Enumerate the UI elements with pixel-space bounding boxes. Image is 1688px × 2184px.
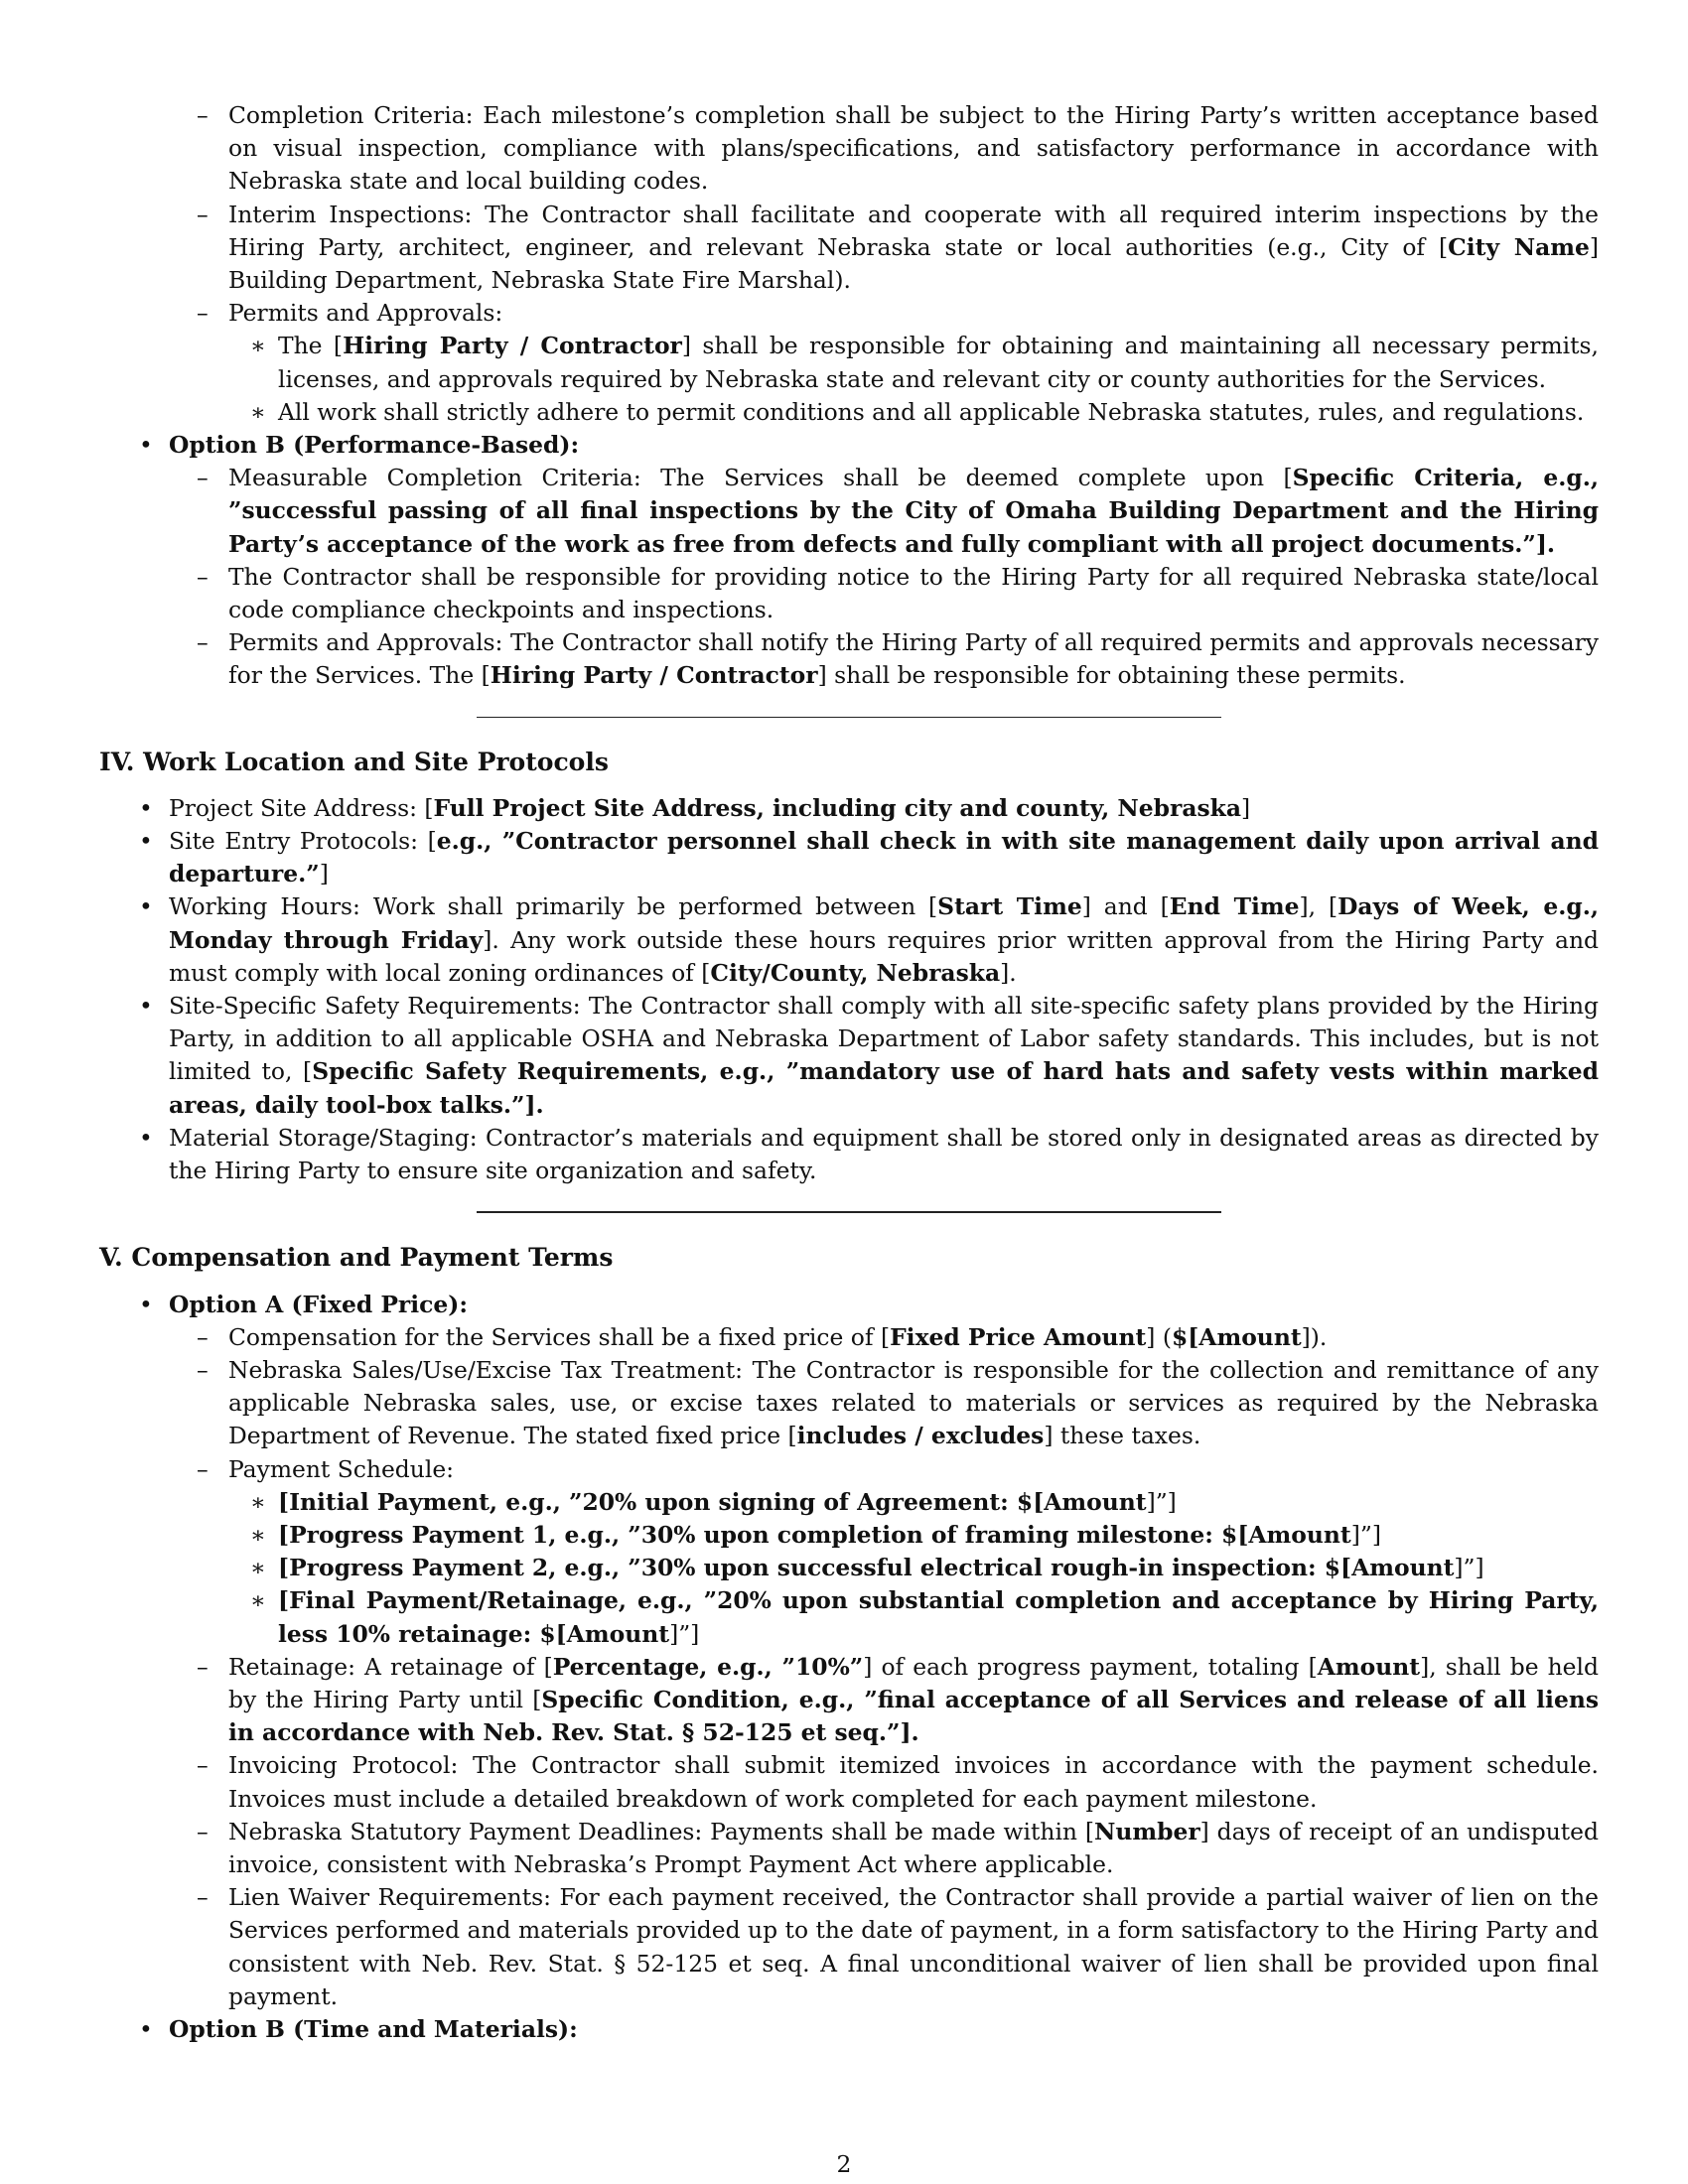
list-item: • Working Hours: Work shall primarily be performed between [Start Time] and [End Time], [Days of Week, e.g., Monday through Friday]. Any work outside these hours requires prior written approval from the Hiring Party and must comply with local zoning ordinances of [City/County, Nebraska].: [99, 890, 1599, 990]
list-item: • Project Site Address: [Full Project Site Address, including city and county, Nebraska]: [99, 792, 1599, 825]
list-item: – Interim Inspections: The Contractor shall facilitate and cooperate with all required interim inspections by the Hiring Party, architect, engineer, and relevant Nebraska state or local authorities (e.g., City of [City Name] Building Department, Nebraska State Fire Marshal).: [99, 199, 1599, 298]
list-item: • Option B (Time and Materials):: [99, 2013, 1599, 2046]
list-item: – Compensation for the Services shall be a fixed price of [Fixed Price Amount] ($[Amount]).: [99, 1321, 1599, 1354]
document-page: [99, 99, 1599, 2046]
page-number: 2: [836, 2150, 852, 2178]
list-item: • Site-Specific Safety Requirements: The Contractor shall comply with all site-specific safety plans provided by the Hiring Party, in addition to all applicable OSHA and Nebraska Department of Labor safety standards. This includes, but is not limited to, [Specific Safety Requirements, e.g., ”mandatory use of hard hats and safety vests within marked areas, daily tool-box talks.”].: [99, 990, 1599, 1122]
list-item: • Option B (Performance-Based):: [99, 429, 1599, 462]
list-item: ∗ [Final Payment/Retainage, e.g., ”20% upon substantial completion and acceptance by Hiring Party, less 10% retainage: $[Amount]”]: [99, 1584, 1599, 1650]
list-item: • Option A (Fixed Price):: [99, 1289, 1599, 1321]
list-item: • Material Storage/Staging: Contractor’s materials and equipment shall be stored only in designated areas as directed by the Hiring Party to ensure site organization and safety.: [99, 1122, 1599, 1187]
list-item: – Lien Waiver Requirements: For each payment received, the Contractor shall provide a partial waiver of lien on the Services performed and materials provided up to the date of payment, in a form satisfactory to the Hiring Party and consistent with Neb. Rev. Stat. § 52-125 et seq. A final unconditional waiver of lien shall be provided upon final payment.: [99, 1881, 1599, 2013]
list-item: – Nebraska Statutory Payment Deadlines: Payments shall be made within [Number] days of receipt of an undisputed invoice, consistent with Nebraska’s Prompt Payment Act where applicable.: [99, 1816, 1599, 1881]
list-item: ∗ All work shall strictly adhere to permit conditions and all applicable Nebraska statutes, rules, and regulations.: [99, 396, 1599, 429]
list-item: – Completion Criteria: Each milestone’s completion shall be subject to the Hiring Party’s written acceptance based on visual inspection, compliance with plans/specifications, and satisfactory performance in accordance with Nebraska state and local building codes.: [99, 99, 1599, 199]
list-item: – Payment Schedule:: [99, 1453, 1599, 1486]
section-divider: [477, 717, 1221, 718]
list-item: – Permits and Approvals: The Contractor shall notify the Hiring Party of all required permits and approvals necessary for the Services. The [Hiring Party / Contractor] shall be responsible for obtaining these permits.: [99, 626, 1599, 692]
list-item: – Measurable Completion Criteria: The Services shall be deemed complete upon [Specific Criteria, e.g., ”successful passing of all final inspections by the City of Omaha Building Department and the Hiring Party’s acceptance of the work as free from defects and fully compliant with all project documents.”].: [99, 462, 1599, 561]
list-item: ∗ [Progress Payment 1, e.g., ”30% upon completion of framing milestone: $[Amount]”]: [99, 1519, 1599, 1552]
list-item: – The Contractor shall be responsible for providing notice to the Hiring Party for all required Nebraska state/local code compliance checkpoints and inspections.: [99, 561, 1599, 626]
list-item: – Retainage: A retainage of [Percentage, e.g., ”10%”] of each progress payment, totaling [Amount], shall be held by the Hiring Party until [Specific Condition, e.g., ”final acceptance of all Services and release of all liens in accordance with Neb. Rev. Stat. § 52-125 et seq.”].: [99, 1651, 1599, 1750]
section-heading: IV. Work Location and Site Protocols: [99, 747, 609, 776]
list-item: – Invoicing Protocol: The Contractor shall submit itemized invoices in accordance with the payment schedule. Invoices must include a detailed breakdown of work completed for each payment milestone.: [99, 1749, 1599, 1815]
section-heading: V. Compensation and Payment Terms: [99, 1243, 614, 1273]
section-divider: [477, 1211, 1221, 1213]
list-item: – Nebraska Sales/Use/Excise Tax Treatment: The Contractor is responsible for the collection and remittance of any applicable Nebraska sales, use, or excise taxes related to materials or services as required by the Nebraska Department of Revenue. The stated fixed price [includes / excludes] these taxes.: [99, 1354, 1599, 1453]
list-item: ∗ The [Hiring Party / Contractor] shall be responsible for obtaining and maintaining all necessary permits, licenses, and approvals required by Nebraska state and relevant city or county authorities for the Services.: [99, 330, 1599, 395]
list-item: – Permits and Approvals:: [99, 297, 1599, 330]
list-item: ∗ [Initial Payment, e.g., ”20% upon signing of Agreement: $[Amount]”]: [99, 1486, 1599, 1519]
list-item: ∗ [Progress Payment 2, e.g., ”30% upon successful electrical rough-in inspection: $[Amount]”]: [99, 1552, 1599, 1584]
list-item: • Site Entry Protocols: [e.g., ”Contractor personnel shall check in with site management daily upon arrival and departure.”]: [99, 825, 1599, 890]
